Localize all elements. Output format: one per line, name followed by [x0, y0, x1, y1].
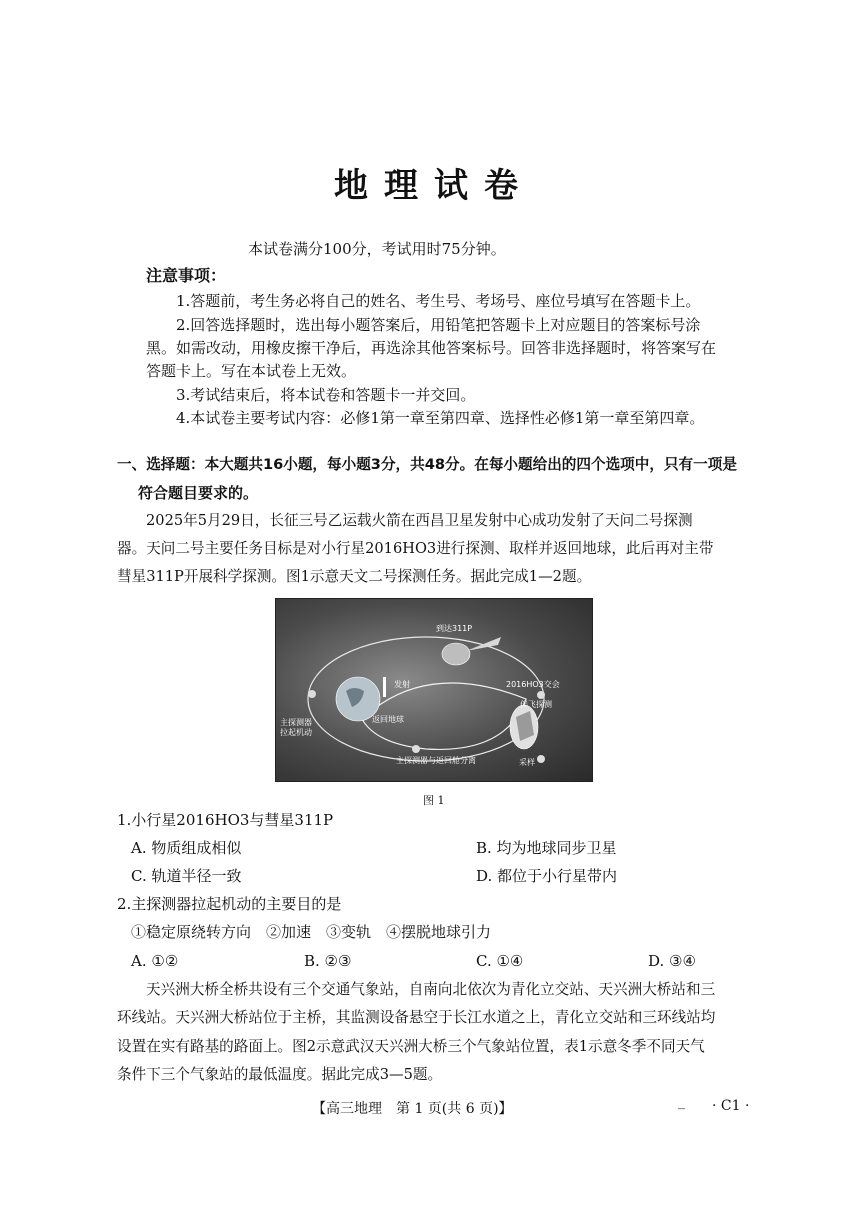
- figure-1-mission-diagram: [275, 598, 593, 782]
- question-2-statements: ①稳定原绕转方向 ②加速 ③变轨 ④摆脱地球引力: [131, 923, 492, 941]
- label-maneuver-line2: 拉起机动: [280, 728, 312, 737]
- probe-icon: [412, 745, 420, 753]
- notice-item-2-line2: 黑。如需改动，用橡皮擦干净后，再选涂其他答案标号。回答非选择题时，将答案写在: [146, 339, 717, 357]
- exam-intro: 本试卷满分100分，考试用时75分钟。: [248, 240, 506, 258]
- question-2-option-d: D. ③④: [648, 952, 696, 970]
- question-2-option-b: B. ②③: [304, 952, 352, 970]
- question-2-stem: 2.主探测器拉起机动的主要目的是: [117, 895, 342, 913]
- probe-icon: [308, 690, 316, 698]
- question-1-option-d: D. 都位于小行星带内: [476, 867, 618, 885]
- passage-1-line3: 彗星311P开展科学探测。图1示意天文二号探测任务。据此完成1—2题。: [117, 568, 592, 585]
- label-maneuver-line1: 主探测器: [280, 718, 312, 727]
- question-1-option-a: A. 物质组成相似: [131, 839, 242, 857]
- label-2016ho3-rendezvous: 2016HO3交会: [506, 680, 560, 689]
- notice-item-1: 1.答题前，考生务必将自己的姓名、考生号、考场号、座位号填写在答题卡上。: [176, 292, 701, 310]
- passage-1-line2: 器。天问二号主要任务目标是对小行星2016HO3进行探测、取样并返回地球，此后再对主带: [117, 540, 714, 557]
- passage-2-line3: 设置在实有路基的路面上。图2示意武汉天兴洲大桥三个气象站位置，表1示意冬季不同天气: [117, 1038, 705, 1055]
- passage-2-line1: 天兴洲大桥全桥共设有三个交通气象站，自南向北依次为青化立交站、天兴洲大桥站和三: [146, 981, 716, 998]
- footer-mark: _: [678, 1094, 685, 1110]
- mission-orbit-svg: [276, 599, 592, 781]
- section-1-heading-line1: 一、选择题：本大题共16小题，每小题3分，共48分。在每小题给出的四个选项中，只有一项是: [117, 456, 737, 473]
- question-1-stem: 1.小行星2016HO3与彗星311P: [117, 811, 334, 829]
- question-1-option-b: B. 均为地球同步卫星: [476, 839, 617, 857]
- passage-1-line1: 2025年5月29日，长征三号乙运载火箭在西昌卫星发射中心成功发射了天问二号探测: [146, 512, 693, 529]
- notice-item-3: 3.考试结束后，将本试卷和答题卡一并交回。: [176, 386, 476, 404]
- notice-heading: 注意事项：: [146, 266, 227, 285]
- question-2-option-a: A. ①②: [131, 952, 179, 970]
- label-return-earth: 返回地球: [372, 715, 404, 724]
- label-launch: 发射: [394, 680, 410, 689]
- label-separation: 主探测器与返回舱分离: [396, 756, 476, 765]
- label-accompany-explore: 伴飞探测: [520, 700, 552, 709]
- page-title: 地理试卷: [334, 166, 534, 206]
- probe-icon: [537, 755, 545, 763]
- passage-2-line2: 环线站。天兴洲大桥站位于主桥，其监测设备悬空于长江水道之上，青化立交站和三环线站均: [117, 1009, 716, 1026]
- notice-item-4: 4.本试卷主要考试内容：必修1第一章至第四章、选择性必修1第一章至第四章。: [176, 409, 705, 427]
- passage-2-line4: 条件下三个气象站的最低温度。据此完成3—5题。: [117, 1066, 443, 1083]
- rocket-icon: [383, 677, 386, 697]
- comet-311p-icon: [442, 643, 470, 665]
- notice-item-2-line1: 2.回答选择题时，选出每小题答案后，用铅笔把答题卡上对应题目的答案标号涂: [176, 316, 701, 334]
- section-1-heading-line2: 符合题目要求的。: [138, 484, 259, 502]
- label-arrive-311p: 到达311P: [436, 624, 473, 633]
- footer-code: · C1 ·: [712, 1098, 750, 1114]
- question-1-option-c: C. 轨道半径一致: [131, 867, 242, 885]
- probe-icon: [537, 691, 545, 699]
- figure-1-caption: 图 1: [423, 794, 445, 807]
- question-2-option-c: C. ①④: [476, 952, 524, 970]
- notice-item-2-line3: 答题卡上。写在本试卷上无效。: [146, 362, 357, 380]
- label-sampling: 采样: [519, 758, 535, 767]
- footer-page-info: 【高三地理 第 1 页(共 6 页)】: [312, 1101, 513, 1117]
